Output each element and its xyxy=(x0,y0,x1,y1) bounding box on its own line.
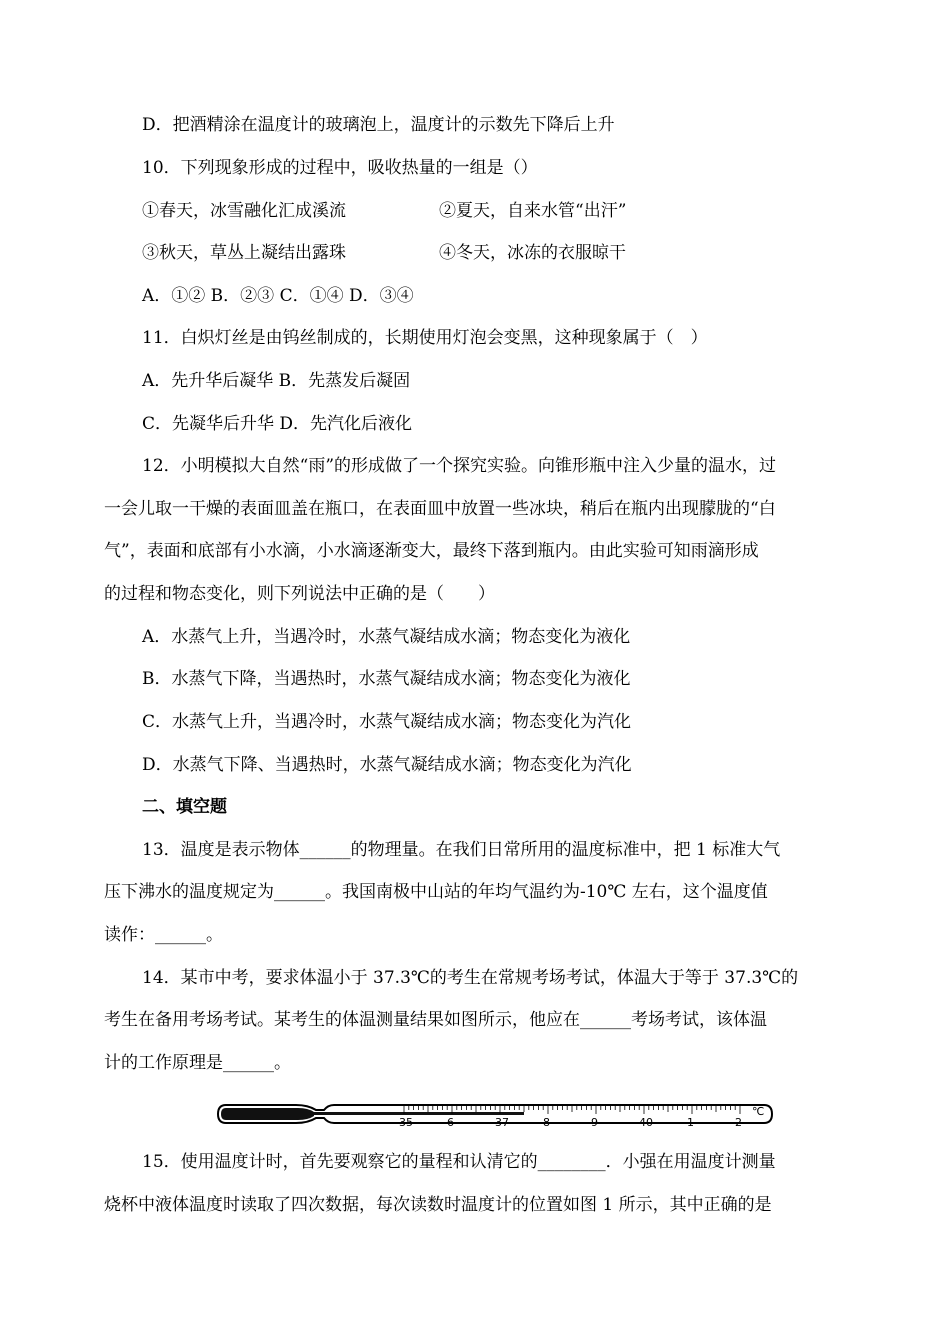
q14-line-3: 计的工作原理是______。 xyxy=(104,1053,291,1073)
q10-item-1: ①春天，冰雪融化汇成溪流 xyxy=(142,201,346,221)
q11-options-ab: A．先升华后凝华 B．先蒸发后凝固 xyxy=(142,371,411,391)
q10-item-3: ③秋天，草丛上凝结出露珠 xyxy=(142,243,346,263)
q10-item-2: ②夏天，自来水管“出汗” xyxy=(439,201,627,221)
q10-items-row1 xyxy=(142,199,627,223)
thermometer-tick-label: 37 xyxy=(495,1116,509,1129)
q12-option-c: C．水蒸气上升，当遇冷时，水蒸气凝结成水滴；物态变化为汽化 xyxy=(142,712,632,732)
q10-stem: 10．下列现象形成的过程中，吸收热量的一组是（） xyxy=(142,158,538,178)
q13-line-2: 压下沸水的温度规定为______。我国南极中山站的年均气温约为-10℃ 左右，这个温度值 xyxy=(104,882,768,902)
q12-line-3: 气”，表面和底部有小水滴，小水滴逐渐变大，最终下落到瓶内。由此实验可知雨滴形成 xyxy=(104,541,759,561)
q12-line-1: 12．小明模拟大自然“雨”的形成做了一个探究实验。向锥形瓶中注入少量的温水，过 xyxy=(142,456,777,476)
q13-line-1: 13．温度是表示物体______的物理量。在我们日常所用的温度标准中，把 1 标准大气 xyxy=(142,840,781,860)
section-title: 二、填空题 xyxy=(142,797,227,817)
thermometer-bulb xyxy=(221,1108,314,1120)
q10-items-row2 xyxy=(142,241,626,265)
thermometer-tick-label: 2 xyxy=(735,1116,742,1129)
q12-option-b: B．水蒸气下降，当遇热时，水蒸气凝结成水滴；物态变化为液化 xyxy=(142,669,631,689)
q12-line-4: 的过程和物态变化，则下列说法中正确的是（ ） xyxy=(104,584,495,604)
q13-line-3: 读作：______。 xyxy=(104,925,223,945)
thermometer-unit: ℃ xyxy=(752,1105,765,1118)
q11-stem: 11．白炽灯丝是由钨丝制成的，长期使用灯泡会变黑，这种现象属于（ ） xyxy=(142,328,708,348)
q10-item-4: ④冬天，冰冻的衣服晾干 xyxy=(439,243,626,263)
q10-options: A．①② B．②③ C．①④ D．③④ xyxy=(142,286,414,306)
thermometer-tick-label: 35 xyxy=(399,1116,413,1129)
q9-option-d: D．把酒精涂在温度计的玻璃泡上，温度计的示数先下降后上升 xyxy=(142,115,615,135)
thermometer-tick-label: 40 xyxy=(639,1116,653,1129)
q12-option-a: A．水蒸气上升，当遇冷时，水蒸气凝结成水滴；物态变化为液化 xyxy=(142,627,631,647)
q12-option-d: D．水蒸气下降、当遇热时，水蒸气凝结成水滴；物态变化为汽化 xyxy=(142,755,632,775)
thermometer-tick-label: 8 xyxy=(543,1116,550,1129)
q14-line-1: 14．某市中考，要求体温小于 37.3℃的考生在常规考场考试，体温大于等于 37.3℃的 xyxy=(142,968,799,988)
q14-line-2: 考生在备用考场考试。某考生的体温测量结果如图所示，他应在______考场考试，该体温 xyxy=(104,1010,767,1030)
thermometer-tick-label: 1 xyxy=(687,1116,694,1129)
thermometer-tick-label: 9 xyxy=(591,1116,598,1129)
q12-line-2: 一会儿取一干燥的表面皿盖在瓶口，在表面皿中放置一些冰块，稍后在瓶内出现朦胧的“白 xyxy=(104,499,776,519)
thermometer-figure xyxy=(216,1093,776,1135)
q15-line-2: 烧杯中液体温度时读取了四次数据，每次读数时温度计的位置如图 1 所示，其中正确的是 xyxy=(104,1195,772,1215)
q15-line-1: 15．使用温度计时，首先要观察它的量程和认清它的________．小强在用温度计测量 xyxy=(142,1152,776,1172)
mercury-column xyxy=(314,1112,524,1115)
thermometer-tick-label: 6 xyxy=(447,1116,454,1129)
q11-options-cd: C．先凝华后升华 D．先汽化后液化 xyxy=(142,414,413,434)
